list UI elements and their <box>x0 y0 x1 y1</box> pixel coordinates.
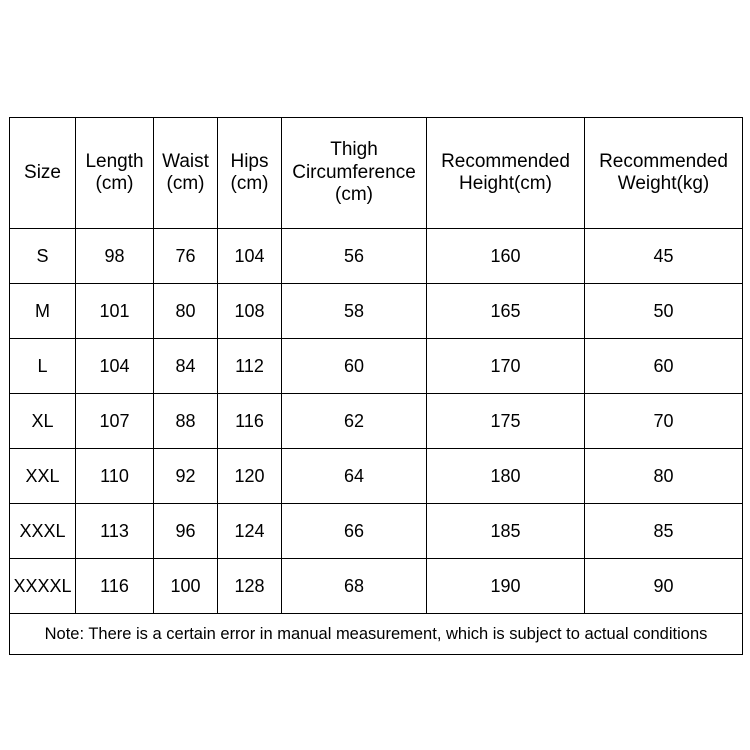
cell-size: L <box>10 339 76 394</box>
column-header-size <box>10 118 76 229</box>
cell-size: XL <box>10 394 76 449</box>
cell-height: 180 <box>427 449 585 504</box>
cell-thigh: 66 <box>282 504 427 559</box>
table-row <box>10 394 743 449</box>
cell-weight: 45 <box>585 229 743 284</box>
cell-length: 104 <box>76 339 154 394</box>
cell-waist: 92 <box>154 449 218 504</box>
measurement-note-row <box>10 614 743 655</box>
cell-height: 175 <box>427 394 585 449</box>
cell-height: 165 <box>427 284 585 339</box>
cell-height: 190 <box>427 559 585 614</box>
size-table <box>9 117 743 655</box>
header-line: Waist <box>162 150 209 172</box>
cell-waist: 88 <box>154 394 218 449</box>
cell-hips: 120 <box>218 449 282 504</box>
table-row <box>10 449 743 504</box>
header-line: Height(cm) <box>459 173 552 194</box>
header-line: Hips <box>230 150 269 172</box>
table-row <box>10 559 743 614</box>
table-header <box>10 118 743 229</box>
header-line: (cm) <box>95 173 134 194</box>
cell-thigh: 58 <box>282 284 427 339</box>
column-header-waist <box>154 118 218 229</box>
header-line: (cm) <box>230 173 269 194</box>
column-header-thigh-circumference <box>282 118 427 229</box>
size-table-container <box>9 117 742 655</box>
measurement-note: Note: There is a certain error in manual measurement, which is subject to actual conditions <box>10 614 743 655</box>
cell-hips: 124 <box>218 504 282 559</box>
header-line: (cm) <box>335 184 373 206</box>
header-row <box>10 118 743 229</box>
cell-hips: 116 <box>218 394 282 449</box>
cell-size: XXXL <box>10 504 76 559</box>
cell-hips: 104 <box>218 229 282 284</box>
header-line: Thigh <box>330 139 378 161</box>
column-header-recommended-weight <box>585 118 743 229</box>
header-line: Circumference <box>292 161 416 183</box>
cell-weight: 90 <box>585 559 743 614</box>
cell-thigh: 56 <box>282 229 427 284</box>
cell-size: S <box>10 229 76 284</box>
table-row <box>10 284 743 339</box>
table-row <box>10 504 743 559</box>
cell-weight: 60 <box>585 339 743 394</box>
table-body <box>10 229 743 655</box>
cell-waist: 76 <box>154 229 218 284</box>
header-line: Size <box>24 161 61 183</box>
cell-size: XXL <box>10 449 76 504</box>
column-header-length <box>76 118 154 229</box>
cell-weight: 50 <box>585 284 743 339</box>
header-line: Recommended <box>441 150 570 172</box>
column-header-hips <box>218 118 282 229</box>
cell-size: M <box>10 284 76 339</box>
cell-waist: 84 <box>154 339 218 394</box>
cell-size: XXXXL <box>10 559 76 614</box>
cell-weight: 70 <box>585 394 743 449</box>
header-line: Length <box>85 150 144 172</box>
cell-weight: 80 <box>585 449 743 504</box>
cell-length: 107 <box>76 394 154 449</box>
cell-waist: 80 <box>154 284 218 339</box>
header-line: Recommended <box>599 150 728 172</box>
cell-length: 98 <box>76 229 154 284</box>
cell-thigh: 64 <box>282 449 427 504</box>
cell-height: 170 <box>427 339 585 394</box>
cell-height: 185 <box>427 504 585 559</box>
cell-thigh: 62 <box>282 394 427 449</box>
cell-waist: 96 <box>154 504 218 559</box>
cell-waist: 100 <box>154 559 218 614</box>
cell-hips: 112 <box>218 339 282 394</box>
table-row <box>10 229 743 284</box>
cell-hips: 108 <box>218 284 282 339</box>
cell-height: 160 <box>427 229 585 284</box>
cell-length: 101 <box>76 284 154 339</box>
header-line: (cm) <box>166 173 205 194</box>
cell-weight: 85 <box>585 504 743 559</box>
cell-hips: 128 <box>218 559 282 614</box>
table-row <box>10 339 743 394</box>
cell-thigh: 68 <box>282 559 427 614</box>
cell-length: 116 <box>76 559 154 614</box>
header-line: Weight(kg) <box>617 173 710 194</box>
column-header-recommended-height <box>427 118 585 229</box>
cell-thigh: 60 <box>282 339 427 394</box>
cell-length: 110 <box>76 449 154 504</box>
cell-length: 113 <box>76 504 154 559</box>
